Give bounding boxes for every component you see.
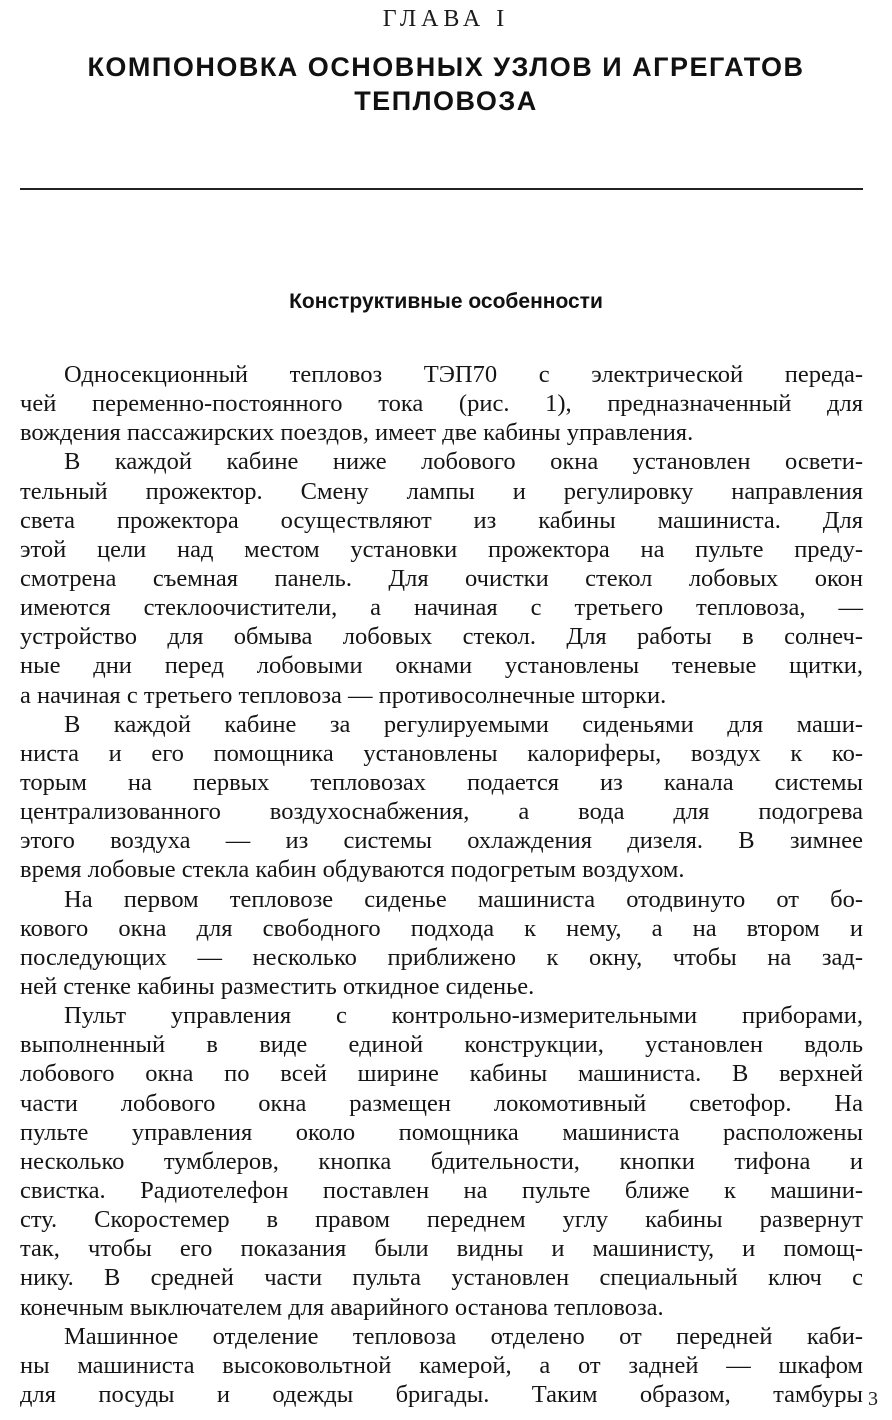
text-line: этой цели над местом установки прожектора на пульте преду- [20, 535, 863, 563]
text-line: торым на первых тепловозах подается из канала системы [20, 768, 863, 796]
text-line: устройство для обмыва лобовых стекол. Для работы в солнеч- [20, 623, 863, 651]
text-line: ниста и его помощника установлены калориферы, воздух к ко- [20, 739, 863, 767]
text-line: несколько тумблеров, кнопка бдительности, кнопки тифона и [20, 1147, 863, 1175]
text-line: нику. В средней части пульта установлен специальный ключ с [20, 1264, 863, 1292]
section-heading: Конструктивные особенности [289, 290, 603, 313]
text-line: части лобового окна размещен локомотивный светофор. На [20, 1089, 863, 1117]
text-line: свистка. Радиотелефон поставлен на пульте ближе к машини- [20, 1176, 863, 1204]
text-line: выполненный в виде единой конструкции, установлен вдоль [20, 1031, 863, 1059]
text-line: так, чтобы его показания были видны и машинисту, и помощ- [20, 1235, 863, 1263]
text-line: последующих — несколько приближено к окну, чтобы на зад- [20, 943, 863, 971]
chapter-title-line: КОМПОНОВКА ОСНОВНЫХ УЗЛОВ И АГРЕГАТОВ [87, 52, 805, 82]
text-line: чей переменно-постоянного тока (рис. 1), предназначенный для [20, 390, 863, 418]
text-line: ны машиниста высоковольтной камерой, а от задней — шкафом [20, 1351, 863, 1379]
text-line: конечным выключателем для аварийного останова тепловоза. [20, 1293, 664, 1321]
text-line: На первом тепловозе сиденье машиниста отодвинуто от бо- [64, 885, 863, 913]
body-text [20, 360, 863, 1409]
text-line: тельный прожектор. Смену лампы и регулировку направления [20, 477, 863, 505]
text-line: света прожектора осуществляют из кабины машиниста. Для [20, 506, 863, 534]
text-line: В каждой кабине ниже лобового окна установлен освети- [64, 448, 863, 476]
text-line: В каждой кабине за регулируемыми сиденьями для маши- [64, 710, 863, 738]
text-line: этого воздуха — из системы охлаждения дизеля. В зимнее [20, 827, 863, 855]
chapter-label: ГЛАВА I [382, 6, 510, 32]
text-line: ные дни перед лобовыми окнами установлены теневые щитки, [20, 652, 863, 680]
page-number: 3 [868, 1388, 878, 1410]
text-line: имеются стеклоочистители, а начиная с третьего тепловоза, — [20, 594, 863, 622]
text-line: Пульт управления с контрольно-измерительными приборами, [64, 1002, 863, 1030]
chapter-title [0, 50, 892, 118]
text-line: кового окна для свободного подхода к нему, а на втором и [20, 914, 863, 942]
text-line: ней стенке кабины разместить откидное сиденье. [20, 972, 535, 1000]
text-line: лобового окна по всей ширине кабины машиниста. В верхней [20, 1060, 863, 1088]
text-line: пульте управления около помощника машиниста расположены [20, 1118, 863, 1146]
text-line: Односекционный тепловоз ТЭП70 с электрической переда- [64, 361, 863, 388]
text-line: а начиная с третьего тепловоза — противосолнечные шторки. [20, 681, 667, 709]
text-line: смотрена съемная панель. Для очистки стекол лобовых окон [20, 564, 863, 592]
text-line: вождения пассажирских поездов, имеет две кабины управления. [20, 419, 694, 447]
text-line: для посуды и одежды бригады. Таким образом, тамбуры [20, 1380, 863, 1408]
text-line: Машинное отделение тепловоза отделено от передней каби- [64, 1322, 863, 1350]
text-line: централизованного воздухоснабжения, а вода для подогрева [20, 798, 863, 826]
chapter-divider [20, 188, 863, 190]
text-line: сту. Скоростемер в правом переднем углу кабины развернут [20, 1206, 863, 1234]
text-line: время лобовые стекла кабин обдуваются подогретым воздухом. [20, 856, 685, 884]
chapter-title-line: ТЕПЛОВОЗА [354, 86, 538, 116]
